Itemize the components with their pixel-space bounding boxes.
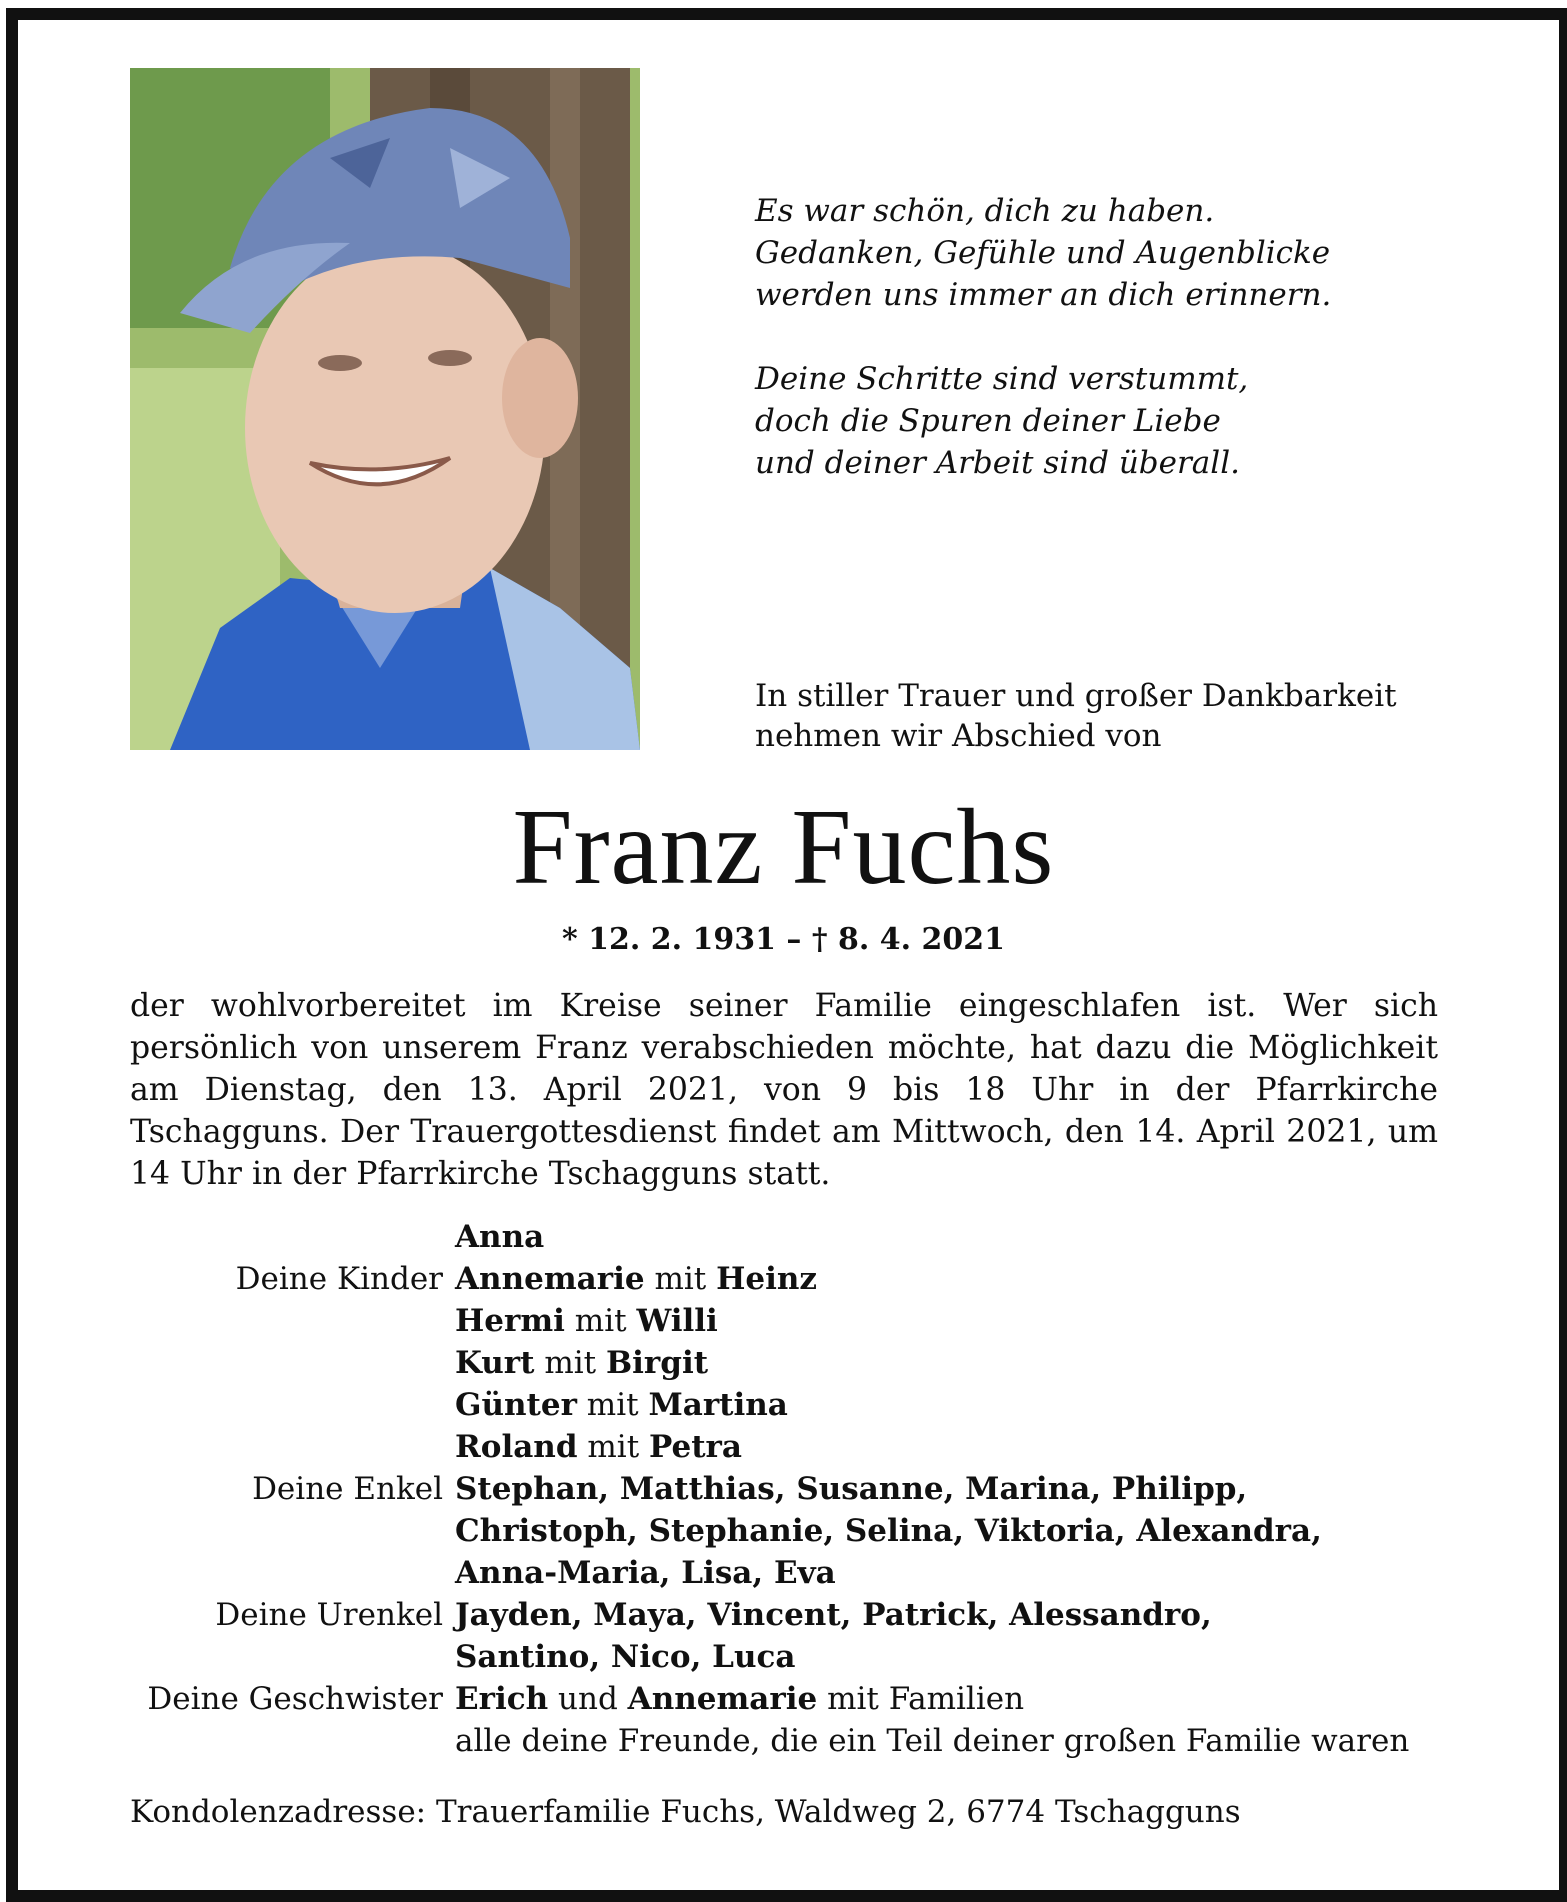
child-couple: Hermi mit Willi (455, 1303, 718, 1339)
child-couple: Roland mit Petra (455, 1429, 742, 1465)
family-group-urenkel (130, 1594, 1450, 1678)
family-group-enkel (130, 1468, 1450, 1594)
deceased-name: Franz Fuchs (512, 788, 1055, 907)
grandchildren-line: Anna-Maria, Lisa, Eva (455, 1555, 836, 1591)
family-list (130, 1216, 1450, 1762)
poem-stanza-1: Es war schön, dich zu haben. Gedanken, Gefühle und Augenblicke werden uns immer an dich erinnern. (755, 193, 1332, 313)
life-dates: * 12. 2. 1931 – † 8. 4. 2021 (561, 922, 1006, 957)
grandchildren-line: Christoph, Stephanie, Selina, Viktoria, Alexandra, (455, 1513, 1322, 1549)
grandchildren-line: Stephan, Matthias, Susanne, Marina, Philipp, (455, 1471, 1248, 1507)
memorial-poem (755, 190, 1455, 526)
siblings-line: Erich und Annemarie mit Familien (455, 1681, 1025, 1717)
family-label-geschwister: Deine Geschwister (147, 1681, 443, 1717)
family-group-kinder (130, 1216, 1450, 1468)
friends-line: alle deine Freunde, die ein Teil deiner großen Familie waren (455, 1723, 1410, 1759)
funeral-notice-text: der wohlvorbereitet im Kreise seiner Familie eingeschlafen ist. Wer sich persönlich von unserem Franz verabschieden möchte, hat dazu die Möglichkeit am Dienstag, den 13. April 2021, von 9 bis 18 Uhr in der Pfarrkirche Tschagguns. Der Trauergottesdienst findet am Mittwoch, den 14. April 2021, um 14 Uhr in der Pfarrkirche Tschagguns statt. (130, 988, 1438, 1192)
family-label-kinder: Deine Kinder (235, 1261, 443, 1297)
family-label-enkel: Deine Enkel (252, 1471, 443, 1507)
farewell-intro: In stiller Trauer und großer Dankbarkeit nehmen wir Abschied von (755, 678, 1397, 754)
great-grandchildren-line: Santino, Nico, Luca (455, 1639, 796, 1675)
child-couple: Günter mit Martina (455, 1387, 788, 1423)
child-name: Anna (455, 1219, 545, 1255)
child-couple: Kurt mit Birgit (455, 1345, 709, 1381)
family-label-urenkel: Deine Urenkel (215, 1597, 443, 1633)
condolence-address: Kondolenzadresse: Trauerfamilie Fuchs, Waldweg 2, 6774 Tschagguns (130, 1794, 1241, 1830)
child-couple: Annemarie mit Heinz (455, 1261, 818, 1297)
family-group-geschwister (130, 1678, 1450, 1762)
great-grandchildren-line: Jayden, Maya, Vincent, Patrick, Alessandro, (455, 1597, 1212, 1633)
portrait-photo (130, 68, 640, 750)
poem-stanza-2: Deine Schritte sind verstummt, doch die Spuren deiner Liebe und deiner Arbeit sind überall. (755, 361, 1249, 481)
